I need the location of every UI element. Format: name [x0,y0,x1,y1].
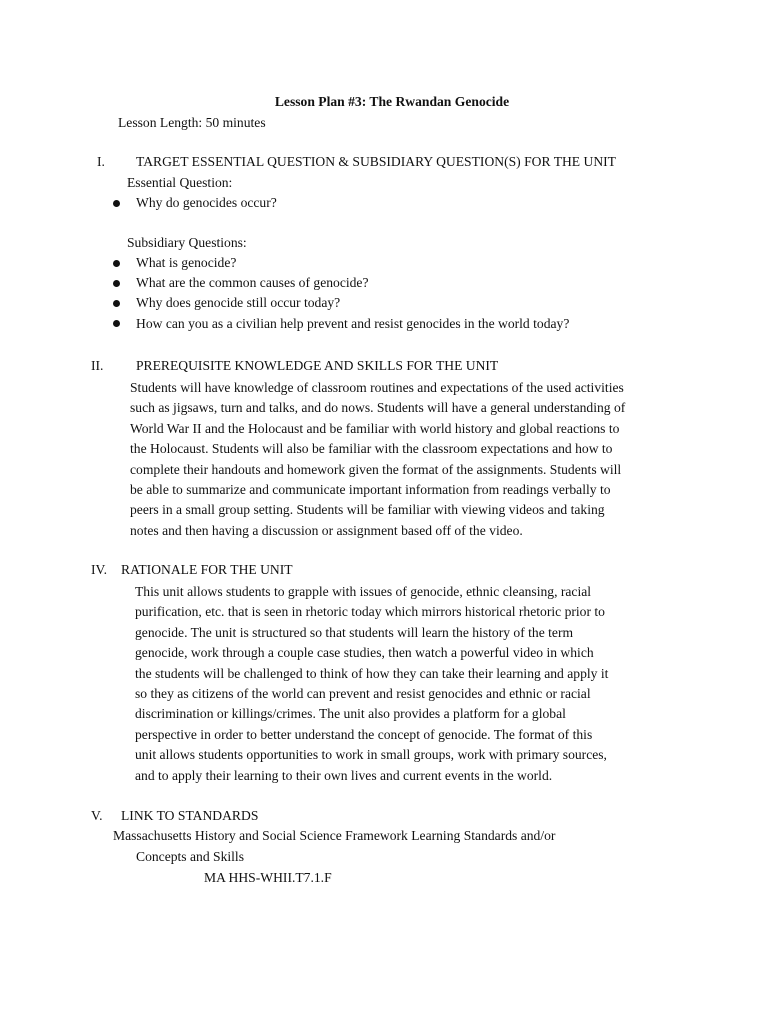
section-2-number: II. [91,358,104,373]
bullet-icon [113,300,120,307]
bullet-icon [113,200,120,207]
list-item: What are the common causes of genocide? [112,273,569,293]
essential-question-label: Essential Question: [127,175,233,190]
framework-line-1: Massachusetts History and Social Science Framework Learning Standards and/or [113,828,556,843]
essential-question-list [112,193,277,213]
rationale-paragraph: This unit allows students to grapple with issues of genocide, ethnic cleansing, racial purification, etc. that is seen in rhetoric today which mirrors historical rhetoric prior to genocide. The unit is structured so that students will learn the history of the term genocide, work through a couple case studies, then watch a powerful video in which the students will be challenged to think of how they can take their learning and apply it so they as citizens of the world can prevent and resist genocides and ethnic or racial discrimination or killings/crimes. The unit also provides a platform for a global perspective in order to better understand the concept of genocide. The format of this unit allows students opportunities to work in small groups, work with primary sources, and to apply their learning to their own lives and current events in the world. [135,584,609,783]
section-5-number: V. [91,808,103,823]
framework-line-2: Concepts and Skills [136,849,244,864]
section-4-heading: RATIONALE FOR THE UNIT [121,562,293,577]
section-4-number: IV. [91,562,107,577]
page-title: Lesson Plan #3: The Rwandan Genocide [274,94,510,109]
section-5-heading: LINK TO STANDARDS [121,808,259,823]
lesson-length: Lesson Length: 50 minutes [118,115,266,130]
standard-code: MA HHS-WHII.T7.1.F [204,870,332,885]
section-1-number: I. [97,154,105,169]
list-item: How can you as a civilian help prevent and resist genocides in the world today? [112,314,569,334]
subsidiary-questions-label: Subsidiary Questions: [127,235,247,250]
section-2-heading: PREREQUISITE KNOWLEDGE AND SKILLS FOR THE UNIT [136,358,499,373]
list-item: Why do genocides occur? [112,193,277,213]
bullet-icon [113,260,120,267]
prerequisite-paragraph: Students will have knowledge of classroom routines and expectations of the used activities such as jigsaws, turn and talks, and do nows. Students will have a general understanding of World War II and the Holocaust and be familiar with world history and global reactions to the Holocaust. Students will also be familiar with the classroom expectations and how to complete their handouts and homework given the format of the assignments. Students will be able to summarize and communicate important information from readings verbally to peers in a small group setting. Students will be familiar with viewing videos and taking notes and then having a discussion or assignment based off of the video. [130,380,626,538]
subsidiary-question-list [112,253,569,334]
section-1-heading: TARGET ESSENTIAL QUESTION & SUBSIDIARY QUESTION(S) FOR THE UNIT [136,154,616,169]
bullet-icon [113,320,120,327]
list-item: What is genocide? [112,253,569,273]
bullet-icon [113,280,120,287]
list-item: Why does genocide still occur today? [112,293,569,313]
